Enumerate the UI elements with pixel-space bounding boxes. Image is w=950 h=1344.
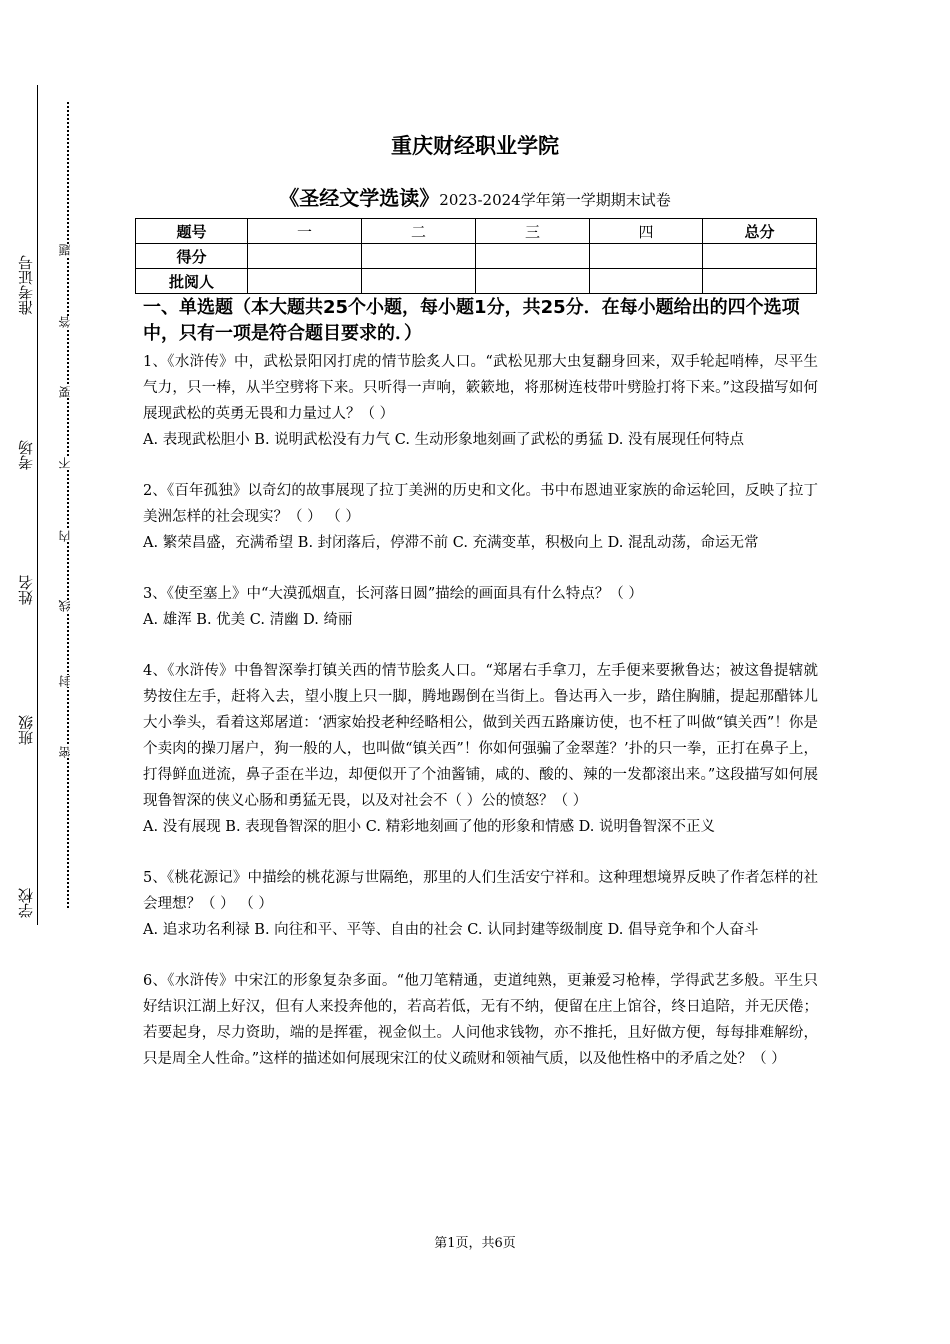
exam-id-label: 准考证号 [17,255,35,315]
grader-cell[interactable] [703,269,817,294]
seal-char: 内 [59,530,75,542]
seal-char: 要 [59,386,75,398]
header-cell: 三 [476,219,590,244]
score-cell[interactable] [590,244,703,269]
exam-subtitle [0,182,950,211]
question [143,865,818,943]
row-label: 得分 [136,244,248,269]
question-text: 2、《百年孤独》以奇幻的故事展现了拉丁美洲的历史和文化。书中布恩迪亚家族的命运轮回，反映了拉丁美洲怎样的社会现实？（ ） （ ） [143,483,818,525]
header-cell: 四 [590,219,703,244]
score-cell[interactable] [248,244,362,269]
question-options: A. 繁荣昌盛，充满希望 B. 封闭落后，停滞不前 C. 充满变革，积极向上 D. 混乱动荡，命运无常 [143,535,759,551]
seal-char: 封 [59,675,75,687]
name-label: 姓名 [17,575,35,605]
seal-dotted-line [67,102,69,908]
school-title: 重庆财经职业学院 [391,134,559,158]
score-cell[interactable] [476,244,590,269]
course-name: 《圣经文学选读》 [279,186,440,210]
question-options: A. 雄浑 B. 优美 C. 清幽 D. 绮丽 [143,612,353,628]
page-number: 第1页，共6页 [434,1236,516,1251]
score-table [135,218,817,294]
grader-cell[interactable] [362,269,476,294]
question [143,968,818,1072]
score-table-header-row [136,219,817,244]
seal-char: 题 [59,244,75,256]
grader-cell[interactable] [590,269,703,294]
question-text: 3、《使至塞上》中“大漠孤烟直，长河落日圆”描绘的画面具有什么特点？（ ） [143,586,643,602]
question [143,478,818,556]
question-text: 1、《水浒传》中，武松景阳冈打虎的情节脍炙人口。“武松见那大虫复翻身回来，双手轮起哨棒，尽平生气力，只一棒，从半空劈将下来。只听得一声响，簌簌地，将那树连枝带叶劈脸打将下来。”这段描写如何展现武松的英勇无畏和力量过人？（ ） [143,354,818,422]
question [143,349,818,453]
seal-char: 密 [59,746,75,758]
question-section [143,295,818,1097]
question-text: 4、《水浒传》中鲁智深拳打镇关西的情节脍炙人口。“郑屠右手拿刀，左手便来要揪鲁达；被这鲁提辖就势按住左手，赶将入去，望小腹上只一脚，腾地踢倒在当街上。鲁达再入一步，踏住胸脯，提起那醋钵儿大小拳头，看着这郑屠道：‘洒家始投老种经略相公，做到关西五路廉访使，也不枉了叫做“镇关西”！你是个卖肉的操刀屠户，狗一般的人，也叫做“镇关西”！你如何强骗了金翠莲？’扑的只一拳，正打在鼻子上，打得鲜血迸流，鼻子歪在半边，却便似开了个油酱铺，咸的、酸的、辣的一发都滚出来。”这段描写如何展现鲁智深的侠义心肠和勇猛无畏，以及对社会不（ ）公的愤怒？（ ） [143,663,818,809]
question-options: A. 没有展现 B. 表现鲁智深的胆小 C. 精彩地刻画了他的形象和情感 D. 说明鲁智深不正义 [143,819,716,835]
school-label: 学校 [17,888,35,918]
grader-cell[interactable] [248,269,362,294]
question-text: 5、《桃花源记》中描绘的桃花源与世隔绝，那里的人们生活安宁祥和。这种理想境界反映了作者怎样的社会理想？（ ） （ ） [143,870,818,912]
seal-char: 不 [59,457,75,469]
seal-char: 答 [59,316,75,328]
header-cell: 一 [248,219,362,244]
score-cell[interactable] [362,244,476,269]
question-options: A. 表现武松胆小 B. 说明武松没有力气 C. 生动形象地刻画了武松的勇猛 D. 没有展现任何特点 [143,432,745,448]
header-cell: 题号 [136,219,248,244]
header-cell: 总分 [703,219,817,244]
binding-line [37,85,38,925]
seal-char: 线 [59,600,75,612]
section-title: 一、单选题（本大题共25个小题，每小题1分，共25分．在每小题给出的四个选项中，只有一项是符合题目要求的．） [143,297,800,344]
question-text: 6、《水浒传》中宋江的形象复杂多面。“他刀笔精通，吏道纯熟，更兼爱习枪棒，学得武艺多般。平生只好结识江湖上好汉，但有人来投奔他的，若高若低，无有不纳，便留在庄上馆谷，终日追陪，并无厌倦；若要起身，尽力资助，端的是挥霍，视金似土。人问他求钱物，亦不推托，且好做方便，每每排难解纷，只是周全人性命。”这样的描述如何展现宋江的仗义疏财和领袖气质，以及他性格中的矛盾之处？（ ） [143,973,818,1067]
class-label: 班级 [17,715,35,745]
grader-cell[interactable] [476,269,590,294]
exam-term: 2023-2024学年第一学期期末试卷 [439,191,671,209]
header-cell: 二 [362,219,476,244]
row-label: 批阅人 [136,269,248,294]
exam-room-label: 考场 [17,440,35,470]
score-row [136,244,817,269]
score-cell[interactable] [703,244,817,269]
question-options: A. 追求功名利禄 B. 向往和平、平等、自由的社会 C. 认同封建等级制度 D. 倡导竞争和个人奋斗 [143,922,759,938]
question [143,581,818,633]
grader-row [136,269,817,294]
question [143,658,818,840]
